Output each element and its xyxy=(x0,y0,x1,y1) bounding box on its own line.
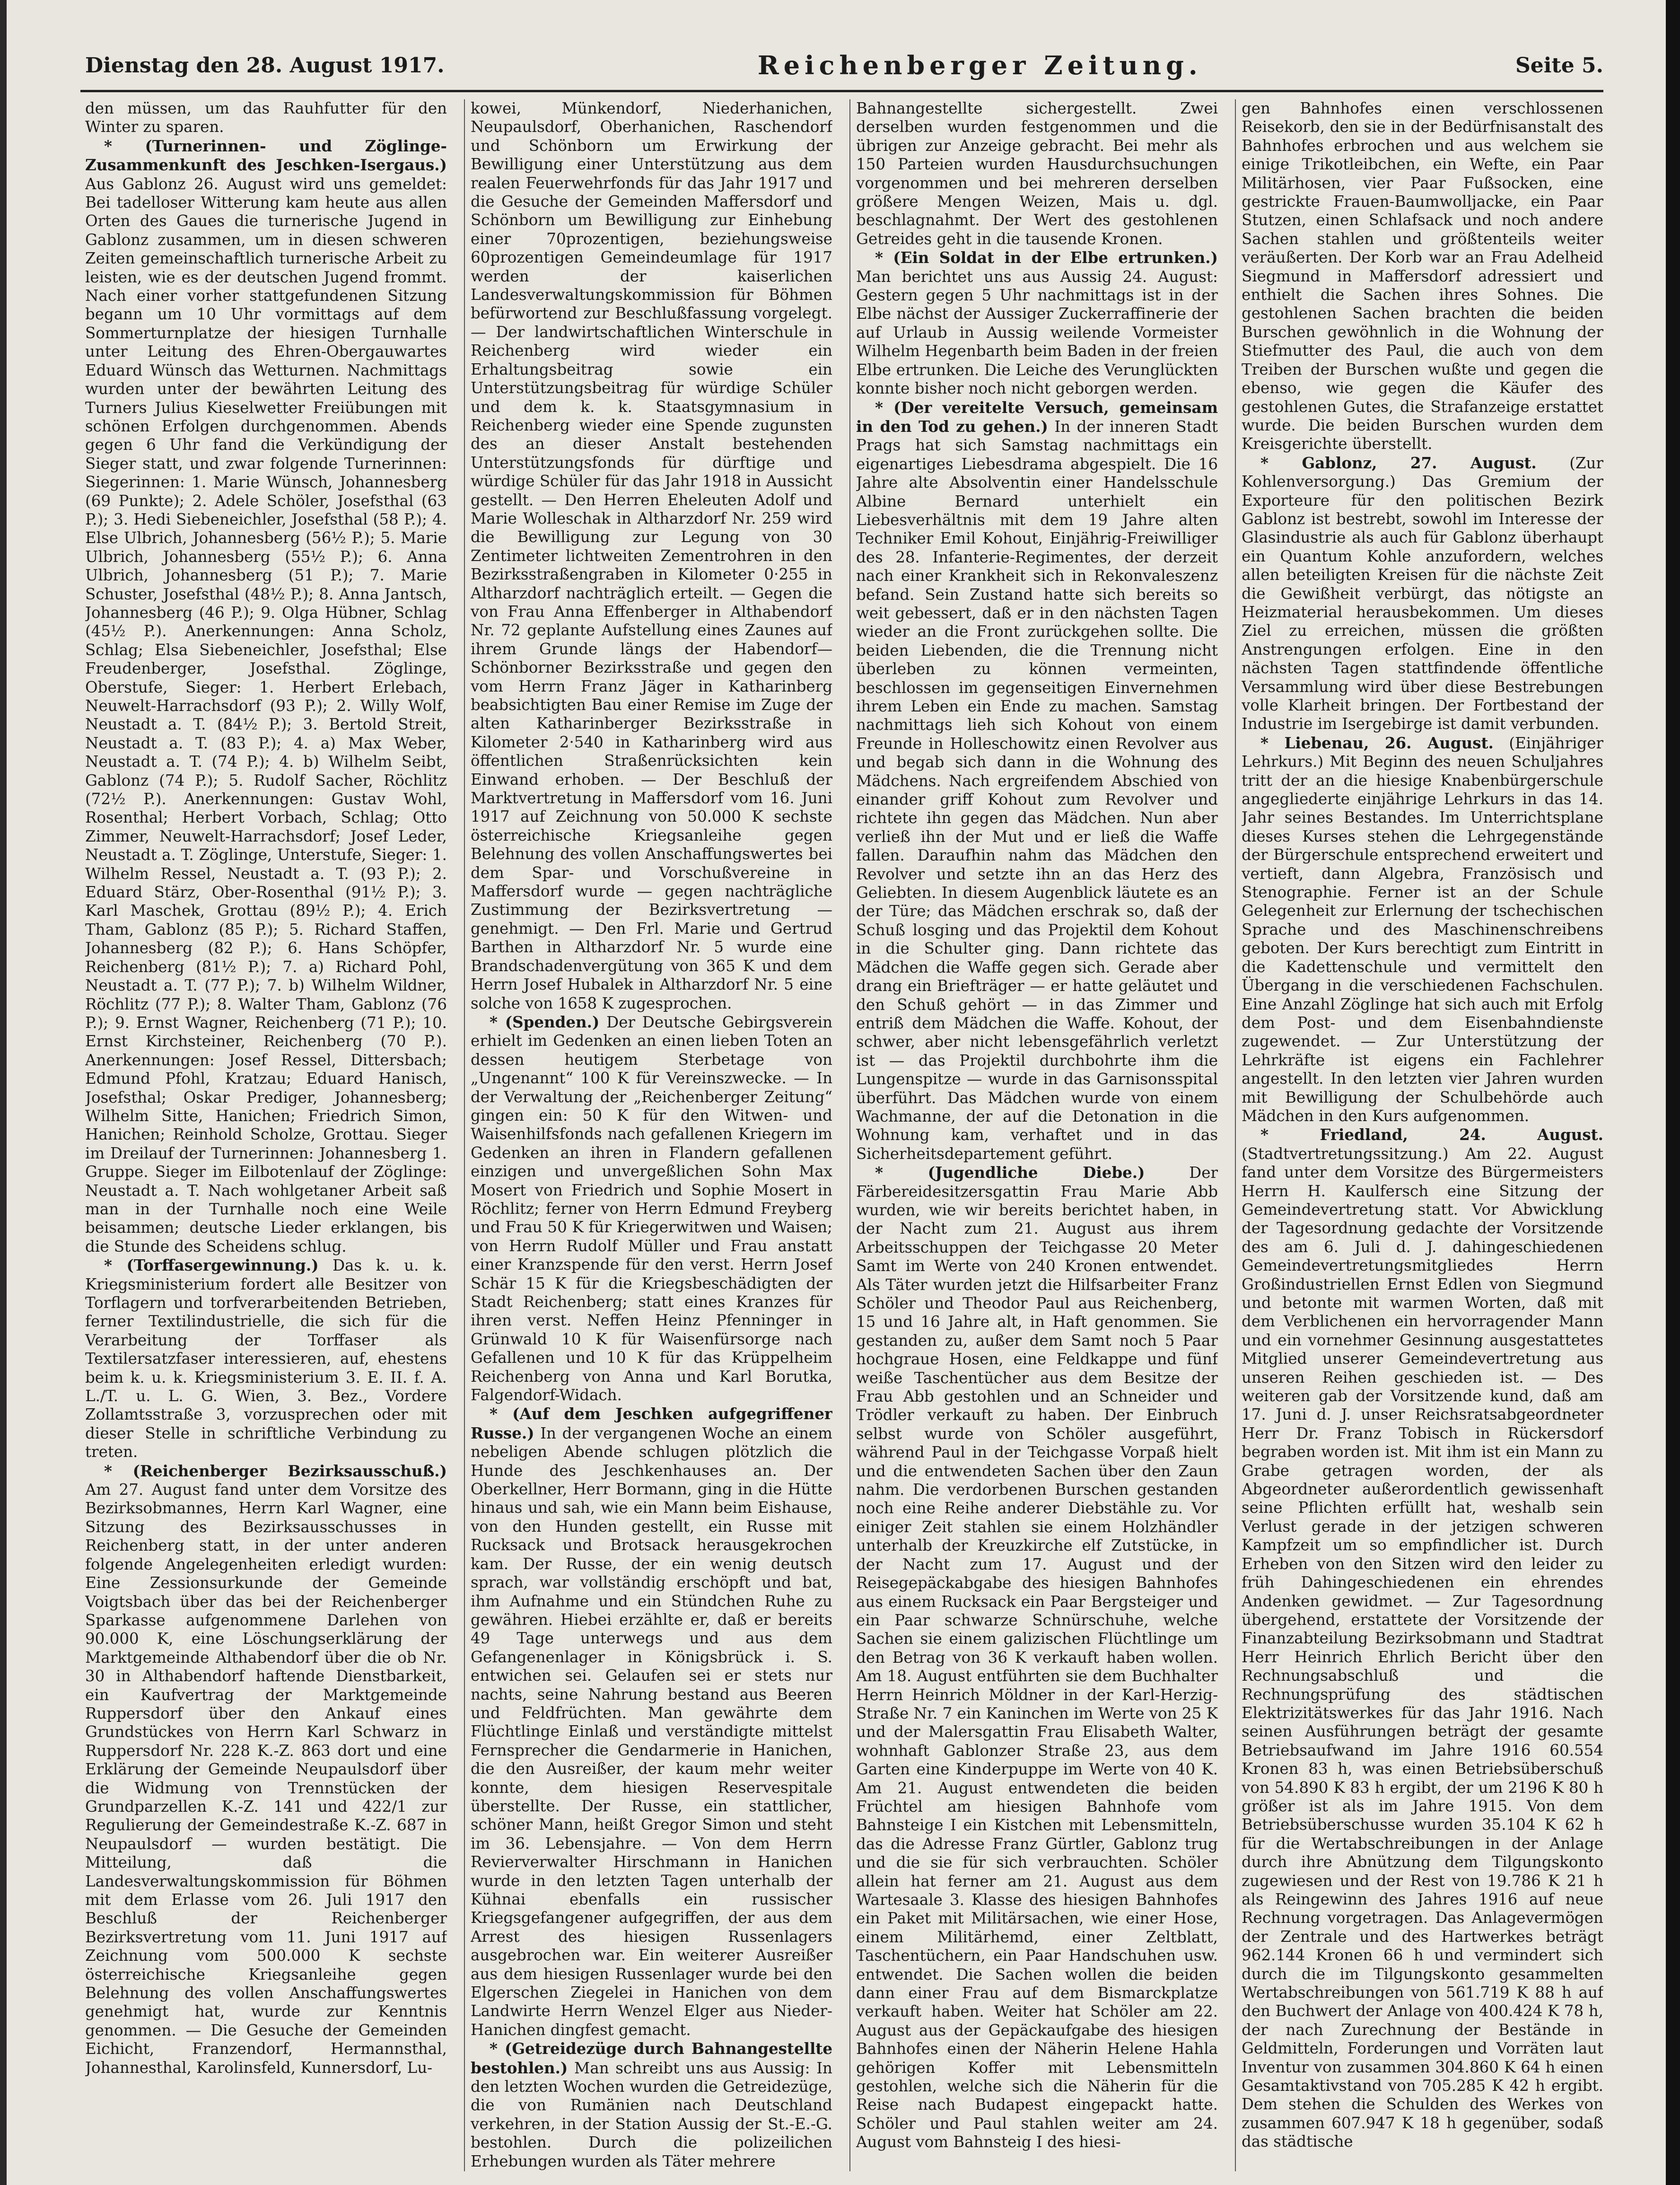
article-paragraph xyxy=(85,1256,447,1461)
column-1 xyxy=(85,99,447,2171)
article-heading: * Gablonz, 27. August. xyxy=(1260,453,1537,472)
article-text: Der Deutsche Gebirgsverein erhielt im Gedenken an einen lieben Toten an dessen heutigem Sterbetage von „Ungenannt“ 100 K für Vereinszwecke. — In der Verwaltung der „Reichenberger Zeitung“ gingen ein: 50 K für den Witwen- und Waisenhilfsfonds nach gefallenen Kriegern im Gedenken an ihren in Flandern gefallenen einzigen und unvergeßlichen Sohn Max Mosert von Friedrich und Sophie Mosert in Röchlitz; ferner von Herrn Edmund Freyberg und Frau 50 K für Kriegerwitwen und Waisen; von Herrn Rudolf Müller und Frau anstatt einer Kranzspende für den verst. Herrn Josef Schär 15 K für die Kriegsbeschädigten der Stadt Reichenberg; statt eines Kranzes für ihren verst. Neffen Heinz Pfenninger in Grünwald 10 K für Waisenfürsorge nach Gefallenen und 10 K für das Krüppelheim Reichenberg von Anna und Karl Borutka, Falgendorf-Widach. xyxy=(471,1013,832,1404)
article-paragraph xyxy=(856,248,1218,398)
article-paragraph xyxy=(471,99,832,1013)
newspaper-title: Reichenberger Zeitung. xyxy=(757,50,1202,80)
header-rule xyxy=(80,90,1603,92)
article-heading: * Liebenau, 26. August. xyxy=(1260,733,1494,752)
scan-edge-left xyxy=(0,0,7,2185)
article-text: (Einjähriger Lehrkurs.) Mit Beginn des neuen Schuljahres tritt der an die hiesige Knabenbürgerschule angegliederte einjährige Lehrkurs in das 14. Jahr seines Bestandes. Im Unterrichtsplane dieses Kurses stehen die Lehrgegenstände der Bürgerschule entsprechend erweitert und vertieft, dann Algebra, Französisch und Stenographie. Ferner ist an der Schule Gelegenheit zur Erlernung der tschechischen Sprache und des Maschinenschreibens geboten. Der Kurs berechtigt zum Eintritt in die Kadettenschule und vermittelt den Übergang in die verschiedenen Fachschulen. Eine Anzahl Zöglinge hat sich auch mit Erfolg dem Post- und dem Eisenbahndienste zugewendet. — Zur Unterstützung der Lehrkräfte ist eigens ein Fachlehrer angestellt. In den letzten vier Jahren wurden mit Bewilligung der Schulbehörde auch Mädchen in den Kurs aufgenommen. xyxy=(1242,734,1603,1125)
article-text: In der vergangenen Woche an einem nebeligen Abende schlugen plötzlich die Hunde des Jeschkenhauses an. Der Oberkellner, Herr Bormann, ging in die Hütte hinaus und sah, wie ein Mann beim Eishause, von den Hunden gestellt, ein Russe mit Rucksack und Brotsack herausgekrochen kam. Der Russe, der ein wenig deutsch sprach, war vollständig erschöpft und bat, ihm Aufnahme und ein Stündchen Ruhe zu gewähren. Hiebei erzählte er, daß er bereits 49 Tage unterwegs und aus dem Gefangenenlager in Königsbrück i. S. entwichen sei. Gelaufen sei er stets nur nachts, seine Nahrung bestand aus Beeren und Feldfrüchten. Man gewährte dem Flüchtlinge Einlaß und verständigte mittelst Fernsprecher die Gendarmerie in Hanichen, die den Ausreißer, der kaum mehr weiter konnte, dem hiesigen Reservespitale überstellte. Der Russe, ein stattlicher, schöner Mann, heißt Gregor Simon und steht im 36. Lebensjahre. — Von dem Herrn Revierverwalter Hirschmann in Hanichen wurde in den letzten Tagen unterhalb der Kühnai ebenfalls ein russischer Kriegsgefangener aufgegriffen, der aus dem Arrest des hiesigen Russenlagers ausgebrochen war. Ein weiterer Ausreißer aus dem hiesigen Russenlager wurde bei den Elgerschen Ziegelei in Hanichen von dem Landwirte Herrn Wenzel Elger aus Nieder-Hanichen dingfest gemacht. xyxy=(471,1424,832,2039)
article-paragraph xyxy=(856,1163,1218,2152)
scan-edge-right xyxy=(1666,0,1680,2185)
column-3 xyxy=(856,99,1218,2171)
article-heading: * (Turnerinnen- und Zöglinge-Zusammenkunft des Jeschken-Isergaus.) xyxy=(85,136,447,175)
column-4 xyxy=(1242,99,1603,2171)
article-text: Aus Gablonz 26. August wird uns gemeldet: Bei tadelloser Witterung kam heute aus allen Orten des Gaues die turnerische Jugend in Gablonz zusammen, um in diesen schweren Zeiten gemeinschaftlich turnerische Arbeit zu leisten, wie es der deutschen Jugend frommt. Nach einer vorher stattgefundenen Sitzung begann um 10 Uhr vormittags auf dem Sommerturnplatze der hiesigen Turnhalle unter Leitung des Ehren-Obergauwartes Eduard Wünsch das Wetturnen. Nachmittags wurden unter der bewährten Leitung des Turners Julius Kieselwetter Freiübungen mit schönen Erfolgen durchgenommen. Abends gegen 6 Uhr fand die Verkündigung der Sieger statt, und zwar folgende Turnerinnen: Siegerinnen: 1. Marie Wünsch, Johannesberg (69 Punkte); 2. Adele Schöler, Josefsthal (63 P.); 3. Hedi Siebeneichler, Josefsthal (58 P.); 4. Else Ulbrich, Johannesberg (56½ P.); 5. Marie Ulbrich, Johannesberg (55½ P.); 6. Anna Ulbrich, Johannesberg (51 P.); 7. Marie Schuster, Josefsthal (48½ P.); 8. Anna Jantsch, Johannesberg (46 P.); 9. Olga Hübner, Schlag (45½ P.). Anerkennungen: Anna Scholz, Schlag; Elsa Siebeneichler, Josefsthal; Else Freudenberger, Josefsthal. Zöglinge, Oberstufe, Sieger: 1. Herbert Erlebach, Neuwelt-Harrachsdorf (93 P.); 2. Willy Wolf, Neustadt a. T. (84½ P.); 3. Bertold Streit, Neustadt a. T. (83 P.); 4. a) Max Weber, Neustadt a. T. (74 P.); 4. b) Wilhelm Seibt, Gablonz (74 P.); 5. Rudolf Sacher, Röchlitz (72½ P.). Anerkennungen: Gustav Wohl, Rosenthal; Herbert Vorbach, Schlag; Otto Zimmer, Neuwelt-Harrachsdorf; Josef Leder, Neustadt a. T. Zöglinge, Unterstufe, Sieger: 1. Wilhelm Ressel, Neustadt a. T. (93 P.); 2. Eduard Stärz, Ober-Rosenthal (91½ P.); 3. Karl Maschek, Grottau (89½ P.); 4. Erich Tham, Gablonz (85 P.); 5. Richard Staffen, Johannesberg (82 P.); 6. Hans Schöpfer, Reichenberg (81½ P.); 7. a) Richard Pohl, Neustadt a. T. (77 P.); 7. b) Wilhelm Wildner, Röchlitz (77 P.); 8. Walter Tham, Gablonz (76 P.); 9. Ernst Wagner, Reichenberg (71 P.); 10. Ernst Kirchsteiner, Reichenberg (70 P.). Anerkennungen: Josef Ressel, Dittersbach; Edmund Pfohl, Kratzau; Eduard Hanisch, Josefsthal; Oskar Prediger, Johannesberg; Wilhelm Sitte, Hanichen; Friedrich Simon, Hanichen; Reinhold Scholze, Grottau. Sieger im Dreilauf der Turnerinnen: Johannesberg 1. Gruppe. Sieger im Eilbotenlauf der Zöglinge: Neustadt a. T. Nach wohlgetaner Arbeit saß man in der Turnhalle noch eine Weile beisammen; deutsche Lieder erklangen, bis die Stunde des Scheidens schlug. xyxy=(85,175,447,1255)
article-text: den müssen, um das Rauhfutter für den Winter zu sparen. xyxy=(85,99,447,136)
article-heading: * (Getreidezüge durch Bahnangestellte bestohlen.) xyxy=(471,2039,832,2077)
article-text: Das k. u. k. Kriegsministerium fordert alle Besitzer von Torflagern und torfverarbeitenden Betrieben, ferner Textilindustrielle, die sich für die Verarbeitung der Torffaser als Textilersatzfaser interessieren, auf, ehestens beim k. u. k. Kriegsministerium 3. E. II. f. A. L./T. u. L. G. Wien, 3. Bez., Vordere Zollamtsstraße 3, vorzusprechen oder mit dieser Stelle in schriftliche Verbindung zu treten. xyxy=(85,1256,447,1461)
article-text: In der inneren Stadt Prags hat sich Samstag nachmittags ein eigenartiges Liebesdrama abgespielt. Die 16 Jahre alte Absolventin einer Handelsschule Albine Bernard unterhielt ein Liebesverhältnis mit dem 19 Jahre alten Techniker Emil Kohout, Einjährig-Freiwilliger des 28. Infanterie-Regimentes, der derzeit nach einer Krankheit sich in Rekonvaleszenz befand. Sein Zustand hatte sich bereits so weit gebessert, daß er in den nächsten Tagen wieder an die Front zurückgehen sollte. Die beiden Liebenden, die die Trennung nicht überleben zu können vermeinten, beschlossen im gegenseitigen Einvernehmen ihrem Leben ein Ende zu machen. Samstag nachmittags lieh sich Kohout von einem Freunde in Holleschowitz einen Revolver aus und begab sich dann in die Wohnung des Mädchens. Nach ergreifendem Abschied von einander griff Kohout zum Revolver und richtete ihn gegen das Mädchen. Nun aber verließ ihn der Mut und er ließ die Waffe fallen. Daraufhin nahm das Mädchen den Revolver und setzte ihn an das Herz des Geliebten. In diesem Augenblick läutete es an der Türe; das Mädchen erschrak so, daß der Schuß losging und das Projektil dem Kohout in die Schulter ging. Dann richtete das Mädchen die Waffe gegen sich. Gerade aber drang ein Briefträger — er hatte geläutet und den Schuß gehört — in das Zimmer und entriß dem Mädchen die Waffe. Kohout, der schwer, aber nicht lebensgefährlich verletzt ist — das Projektil durchbohrte ihm die Lungenspitze — wurde in das Garnisonsspital überführt. Das Mädchen wurde von einem Wachmanne, der auf die Detonation in die Wohnung kam, verhaftet und in das Sicherheitsdepartement geführt. xyxy=(856,417,1218,1163)
article-text: (Stadtvertretungssitzung.) Am 22. August fand unter dem Vorsitze des Bürgermeisters Herrn H. Kaulfersch eine Sitzung der Gemeindevertretung statt. Vor Abwicklung der Tagesordnung gedachte der Vorsitzende des am 6. Juli d. J. dahingeschiedenen Gemeindevertretungsmitgliedes Herrn Großindustriellen Ernst Edlen von Siegmund und betonte mit warmen Worten, daß mit dem Verblichenen ein hervorragender Mann und ein vornehmer Gesinnung ausgestattetes Mitglied unserer Gemeindevertretung aus unseren Reihen geschieden ist. — Des weiteren gab der Vorsitzende kund, daß am 17. Juni d. J. unser Reichsratsabgeordneter Herr Dr. Franz Tobisch in Rückersdorf begraben worden ist. Mit ihm ist ein Mann zu Grabe getragen worden, der als Abgeordneter außerordentlich gewissenhaft seine Pflichten erfüllt hat, weshalb sein Verlust gerade in der jetzigen schweren Kampfzeit um so empfindlicher ist. Durch Erheben von den Sitzen wird den leider zu früh Dahingeschiedenen ein ehrendes Andenken gewidmet. — Zur Tagesordnung übergehend, erstattete der Vorsitzende der Finanzabteilung Bezirksobmann und Stadtrat Herr Heinrich Ehrlich Bericht über den Rechnungsabschluß und die Rechnungsprüfung des städtischen Elektrizitätswerkes für das Jahr 1916. Nach seinen Ausführungen beträgt der gesamte Betriebsaufwand im Jahre 1916 60.554 Kronen 83 h, was einen Betriebsüberschuß von 54.890 K 83 h ergibt, der um 2196 K 80 h größer ist als im Jahre 1915. Von dem Betriebsüberschusse wurden 35.104 K 62 h für die Wertabschreibungen in der Anlage durch ihre Abnützung dem Tilgungskonto zugewiesen und der Rest von 19.786 K 21 h als Reingewinn des Jahres 1916 auf neue Rechnung vorgetragen. Das Anlagevermögen der Zentrale und des Hartwerkes beträgt 962.144 Kronen 66 h und vermindert sich durch die im Tilgungskonto gesammelten Wertabschreibungen von 561.719 K 88 h auf den Buchwert der Anlage von 400.424 K 78 h, der nach Zurechnung der Bestände in Geldmitteln, Forderungen und Vorräten laut Inventur von zusammen 304.860 K 64 h einen Gesamtaktivstand von 705.285 K 42 h ergibt. Dem stehen die Schulden des Werkes von zusammen 607.947 K 18 h gegenüber, sodaß das städtische xyxy=(1242,1144,1603,2151)
article-text: Der Färbereidesitzersgattin Frau Marie Abb wurden, wie wir bereits berichtet haben, in der Nacht zum 21. August aus ihrem Arbeitsschuppen der Teichgasse 20 Meter Samt im Werte von 240 Kronen entwendet. Als Täter wurden jetzt die Hilfsarbeiter Franz Schöler und Theodor Paul aus Reichenberg, 15 und 16 Jahre alt, in Haft genommen. Sie gestanden zu, außer dem Samt noch 5 Paar hochgraue Hosen, eine Feldkappe und fünf weiße Taschentücher aus dem Besitze der Frau Abb gestohlen und an Schneider und Trödler verkauft zu haben. Der Einbruch selbst wurde von Schöler ausgeführt, während Paul in der Teichgasse Vorpaß hielt und die entwendeten Sachen über den Zaun nahm. Die verdorbenen Burschen gestanden noch eine Reihe anderer Diebstähle zu. Vor einiger Zeit stahlen sie einem Holzhändler unterhalb der Kreuzkirche elf Zutstücke, in der Nacht zum 17. August und der Reisegepäckabgabe des hiesigen Bahnhofes aus einem Rucksack ein Paar Bergsteiger und ein Paar schwarze Schnürschuhe, welche Sachen sie einem galizischen Flüchtlinge um den Betrag von 36 K verkauft haben wollen. Am 18. August entführten sie dem Buchhalter Herrn Heinrich Möldner in der Karl-Herzig-Straße Nr. 7 ein Kaninchen im Werte von 25 K und der Malersgattin Frau Elisabeth Walter, wohnhaft Gablonzer Straße 23, aus dem Garten eine Kinderpuppe im Werte von 40 K. Am 21. August entwendeten die beiden Früchtel am hiesigen Bahnhofe vom Bahnsteige I ein Kistchen mit Lebensmitteln, das die Adresse Franz Gürtler, Gablonz trug und die sie für sich verbrauchten. Schöler allein hat ferner am 21. August aus dem Wartesaale 3. Klasse des hiesigen Bahnhofes ein Paket mit Militärsachen, wie einer Hose, einem Militärhemd, einer Zeltblatt, Taschentüchern, ein Paar Handschuhen usw. entwendet. Die Sachen wollen die beiden dann einer Frau auf dem Bismarckplatze verkauft haben. Weiter hat Schöler am 22. August aus der Gepäckaufgabe des hiesigen Bahnhofes einen der Näherin Helene Hahla gehörigen Koffer mit Lebensmitteln gestohlen, welche sich die Näherin für die Reise nach Budapest eingepackt hatte. Schöler und Paul stahlen weiter am 24. August vom Bahnsteig I des hiesi- xyxy=(856,1164,1218,2151)
article-columns xyxy=(85,99,1603,2171)
article-paragraph xyxy=(1242,734,1603,1126)
article-heading: * (Ein Soldat in der Elbe ertrunken.) xyxy=(875,248,1218,267)
article-text: Am 27. August fand unter dem Vorsitze des Bezirksobmannes, Herrn Karl Wagner, eine Sitzung des Bezirksausschusses in Reichenberg statt, in der unter anderen folgende Angelegenheiten erledigt wurden: Eine Zessionsurkunde der Gemeinde Voigtsbach über das bei der Reichenberger Sparkasse aufgenommene Darlehen von 90.000 K, eine Löschungserklärung der Marktgemeinde Althabendorf über die ob Nr. 30 in Althabendorf haftende Dienstbarkeit, ein Kaufvertrag der Marktgemeinde Ruppersdorf über den Ankauf eines Grundstückes von Herrn Karl Schwarz in Ruppersdorf Nr. 228 K.-Z. 863 dort und eine Erklärung der Gemeinde Neupaulsdorf über die Widmung von Trennstücken der Grundparzellen K.-Z. 141 und 422/1 zur Regulierung der Gemeindestraße K.-Z. 687 in Neupaulsdorf — wurden bestätigt. Die Mitteilung, daß die Landesverwaltungskommission für Böhmen mit dem Erlasse vom 26. Juli 1917 den Beschluß der Reichenberger Bezirksvertretung vom 11. Juni 1917 auf Zeichnung vom 500.000 K sechste österreichische Kriegsanleihe gegen Belehnung des vollen Anschaffungswertes genehmigt hat, wurde zur Kenntnis genommen. — Die Gesuche der Gemeinden Eichicht, Franzendorf, Hermannsthal, Johannesthal, Karolinsfeld, Kunnersdorf, Lu- xyxy=(85,1481,447,2077)
article-paragraph xyxy=(85,1462,447,2077)
article-paragraph xyxy=(856,99,1218,248)
article-text: Man berichtet uns aus Aussig 24. August: Gestern gegen 5 Uhr nachmittags ist in der Elbe nächst der Aussiger Zuckerraffinerie der auf Urlaub in Aussig weilende Vormeister Wilhelm Hegenbarth beim Baden in der freien Elbe ertrunken. Die Leiche des Verunglückten konnte bisher noch nicht geborgen werden. xyxy=(856,267,1218,398)
article-text: Bahnangestellte sichergestellt. Zwei derselben wurden festgenommen und die übrigen zur Anzeige gebracht. Bei mehr als 150 Parteien wurden Hausdurchsuchungen vorgenommen und bei mehreren derselben größere Mengen Weizen, Mais u. dgl. beschlagnahmt. Der Wert des gestohlenen Getreides geht in die tausende Kronen. xyxy=(856,99,1218,248)
header-date: Dienstag den 28. August 1917. xyxy=(85,53,445,78)
page-header xyxy=(85,43,1603,88)
column-divider xyxy=(849,99,850,2171)
article-heading: * (Torffasergewinnung.) xyxy=(104,1256,319,1275)
column-divider xyxy=(1235,99,1236,2171)
article-paragraph xyxy=(1242,99,1603,454)
page-number: Seite 5. xyxy=(1515,53,1603,78)
column-divider xyxy=(464,99,465,2171)
article-text: kowei, Münkendorf, Niederhanichen, Neupaulsdorf, Oberhanichen, Raschendorf und Schönborn um Erwirkung der Bewilligung einer Unterstützung aus dem realen Feuerwehrfonds für das Jahr 1917 und die Gesuche der Gemeinden Maffersdorf und Schönborn um Bewilligung zur Einhebung einer 70prozentigen, beziehungsweise 60prozentigen Gemeindeumlage für 1917 werden der kaiserlichen Landesverwaltungskommission für Böhmen befürwortend zur Beschlußfassung vorgelegt. — Der landwirtschaftlichen Winterschule in Reichenberg wird wieder ein Erhaltungsbeitrag sowie ein Unterstützungsbeitrag für würdige Schüler und dem k. k. Staatsgymnasium in Reichenberg wieder eine Spende zugunsten des an dieser Anstalt bestehenden Unterstützungsfonds für dürftige und würdige Schüler für das Jahr 1918 in Aussicht gestellt. — Den Herren Eheleuten Adolf und Marie Wolleschak in Altharzdorf Nr. 259 wird die Bewilligung zur Legung von 30 Zentimeter lichtweiten Zementrohren in den Bezirksstraßengraben in Kilometer 0·255 in Altharzdorf nachträglich erteilt. — Gegen die von Frau Anna Effenberger in Althabendorf Nr. 72 geplante Aufstellung eines Zaunes auf ihrem Grunde längs der Habendorf—Schönborner Bezirksstraße und gegen den vom Herrn Franz Jäger in Katharinberg beabsichtigten Bau einer Remise im Zuge der alten Katharinberger Bezirksstraße in Kilometer 2·540 in Katharinberg wird aus öffentlichen Straßenrücksichten kein Einwand erhoben. — Der Beschluß der Marktvertretung in Maffersdorf vom 16. Juni 1917 auf Zeichnung von 50.000 K sechste österreichische Kriegsanleihe gegen Belehnung des vollen Anschaffungswertes bei dem Spar- und Vorschußvereine in Maffersdorf wurde — gegen nachträgliche Zustimmung der Bezirksvertretung — genehmigt. — Den Frl. Marie und Gertrud Barthen in Altharzdorf Nr. 5 wurde eine Brandschadenvergütung von 365 K und dem Herrn Josef Hubalek in Altharzdorf Nr. 5 eine solche von 1658 K zugesprochen. xyxy=(471,99,832,1012)
article-paragraph xyxy=(1242,1125,1603,2151)
article-paragraph xyxy=(85,137,447,1256)
article-paragraph xyxy=(471,1404,832,2039)
article-heading: * (Reichenberger Bezirksausschuß.) xyxy=(104,1461,447,1480)
article-heading: * (Der vereitelte Versuch, gemeinsam in den Tod zu gehen.) xyxy=(856,398,1218,436)
article-text: gen Bahnhofes einen verschlossenen Reisekorb, den sie in der Bedürfnisanstalt des Bahnhofes erbrochen und aus welchem sie einige Trikotleibchen, ein Wefte, ein Paar Militärhosen, vier Paar Fußsocken, eine gestrickte Frauen-Baumwolljacke, ein Paar Stutzen, einen Schlafsack und noch andere Sachen stahlen und größtenteils weiter veräußerten. Der Korb war an Frau Adelheid Siegmund in Maffersdorf adressiert und enthielt die Sachen ihres Sohnes. Die gestohlenen Sachen brachten die beiden Burschen gewöhnlich in die Wohnung der Stiefmutter des Paul, die auch von dem Treiben der Burschen wußte und gegen die ebenso, wie gegen die Käufer des gestohlenen Gutes, die Strafanzeige erstattet wurde. Die beiden Burschen wurden dem Kreisgerichte überstellt. xyxy=(1242,99,1603,453)
article-paragraph xyxy=(471,2039,832,2171)
article-heading: * (Auf dem Jeschken aufgegriffener Russe.) xyxy=(471,1404,832,1442)
article-paragraph xyxy=(471,1013,832,1405)
article-paragraph xyxy=(856,398,1218,1164)
article-paragraph xyxy=(1242,454,1603,734)
article-text: (Zur Kohlenversorgung.) Das Gremium der Exporteure für den politischen Bezirk Gablonz ist bestrebt, sowohl im Interesse der Glasindustrie als auch für Gablonz überhaupt ein Quantum Kohle anzufordern, welches allen beteiligten Kreisen für die nächste Zeit die Gewißheit verbürgt, das nötigste an Heizmaterial herausbekommen. Um dieses Ziel zu erreichen, müssen die größten Anstrengungen erfolgen. Eine in den nächsten Tagen stattfindende öffentliche Versammlung wird über diese Bestrebungen volle Klarheit bringen. Der Fortbestand der Industrie im Isergebirge ist damit verbunden. xyxy=(1242,454,1603,733)
article-heading: * (Spenden.) xyxy=(490,1012,600,1031)
column-2 xyxy=(471,99,832,2171)
article-text: Man schreibt uns aus Aussig: In den letzten Wochen wurden die Getreidezüge, die von Rumänien nach Deutschland verkehren, in der Station Aussig der St.-E.-G. bestohlen. Durch die polizeilichen Erhebungen wurden als Täter mehrere xyxy=(471,2059,832,2170)
article-heading: * Friedland, 24. August. xyxy=(1260,1125,1603,1144)
article-heading: * (Jugendliche Diebe.) xyxy=(875,1163,1145,1182)
article-paragraph xyxy=(85,99,447,137)
